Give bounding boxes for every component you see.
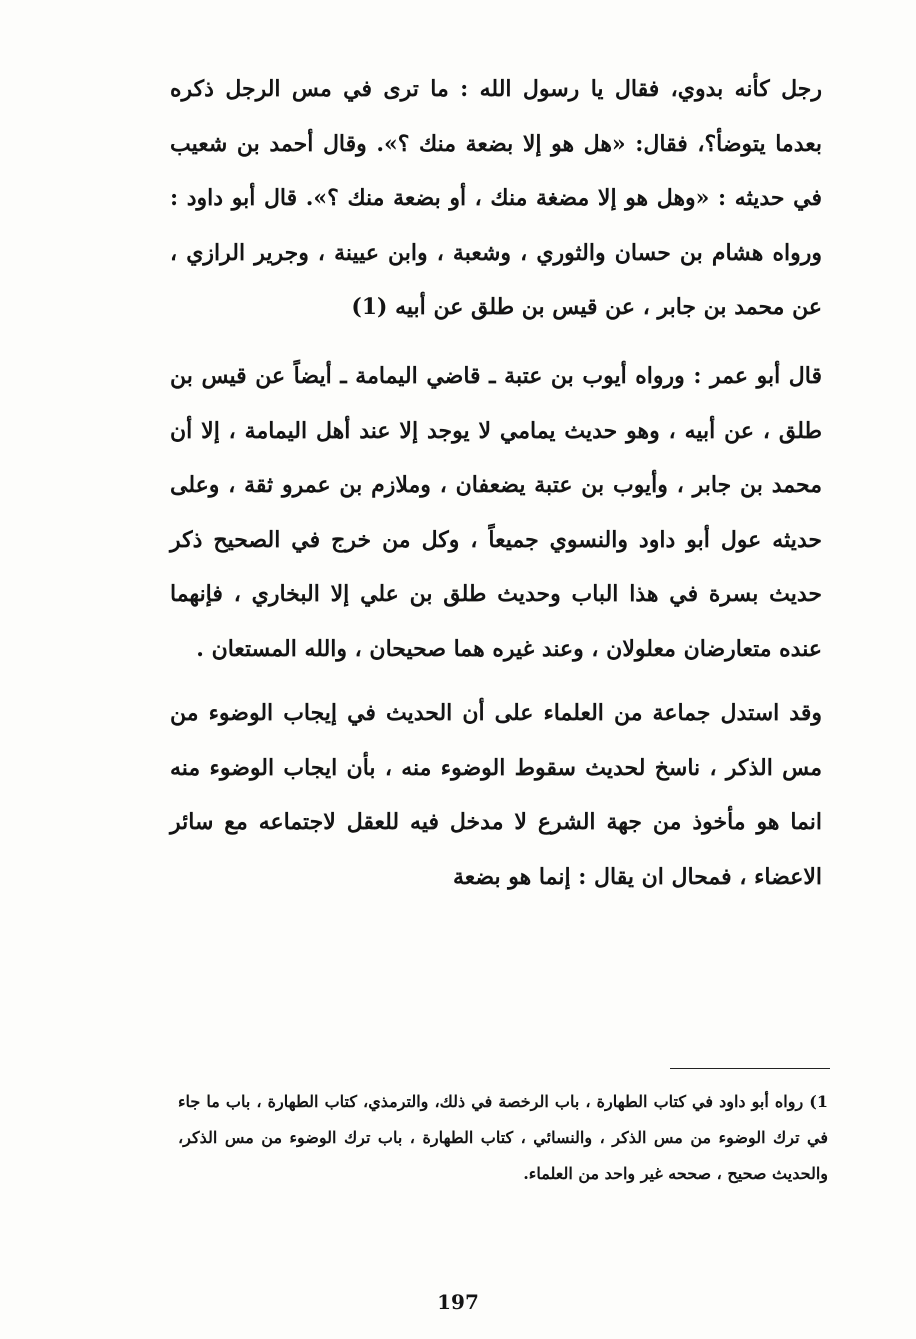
page-number: 197 [437,1290,479,1314]
paragraph-3: وقد استدل جماعة من العلماء على أن الحديث في إيجاب الوضوء من مس الذكر ، ناسخ لحديث سقوط الوضوء منه ، بأن ايجاب الوضوء منه انما هو مأخوذ من جهة الشرع لا مدخل فيه للعقل لاجتماعه مع سائر الاعضاء ، فمحال ان يقال : إنما هو بضعة [170,700,822,890]
paragraph-2: قال أبو عمر : ورواه أيوب بن عتبة ـ قاضي اليمامة ـ أيضاً عن قيس بن طلق ، عن أبيه ، وهو حديث يمامي لا يوجد إلا عند أهل اليمامة ، إلا أن محمد بن جابر ، وأيوب بن عتبة يضعفان ، وملازم بن عمرو ثقة ، وعلى حديثه عول أبو داود والنسوي جميعاً ، وكل من خرج في الصحيح ذكر حديث بسرة في هذا الباب وحديث طلق بن علي إلا البخاري ، فإنهما عنده متعارضان معلولان ، وعند غيره هما صحيحان ، والله المستعان . [170,363,822,662]
footnote: 1) رواه أبو داود في كتاب الطهارة ، باب الرخصة في ذلك، والترمذي، كتاب الطهارة ، باب ما جاء في ترك الوضوء من مس الذكر ، والنسائي ، كتاب الطهارة ، باب ترك الوضوء من مس الذكر، والحديث صحيح ، صححه غير واحد من العلماء. [178,1092,828,1183]
footnote-separator [670,1068,830,1069]
paragraph-1: رجل كأنه بدوي، فقال يا رسول الله : ما ترى في مس الرجل ذكره بعدما يتوضأ؟، فقال: «هل هو إلا بضعة منك ؟». وقال أحمد بن شعيب في حديثه : «وهل هو إلا مضغة منك ، أو بضعة منك ؟». قال أبو داود : ورواه هشام بن حسان والثوري ، وشعبة ، وابن عيينة ، وجرير الرازي ، عن محمد بن جابر ، عن قيس بن طلق عن أبيه (1) [170,76,823,320]
